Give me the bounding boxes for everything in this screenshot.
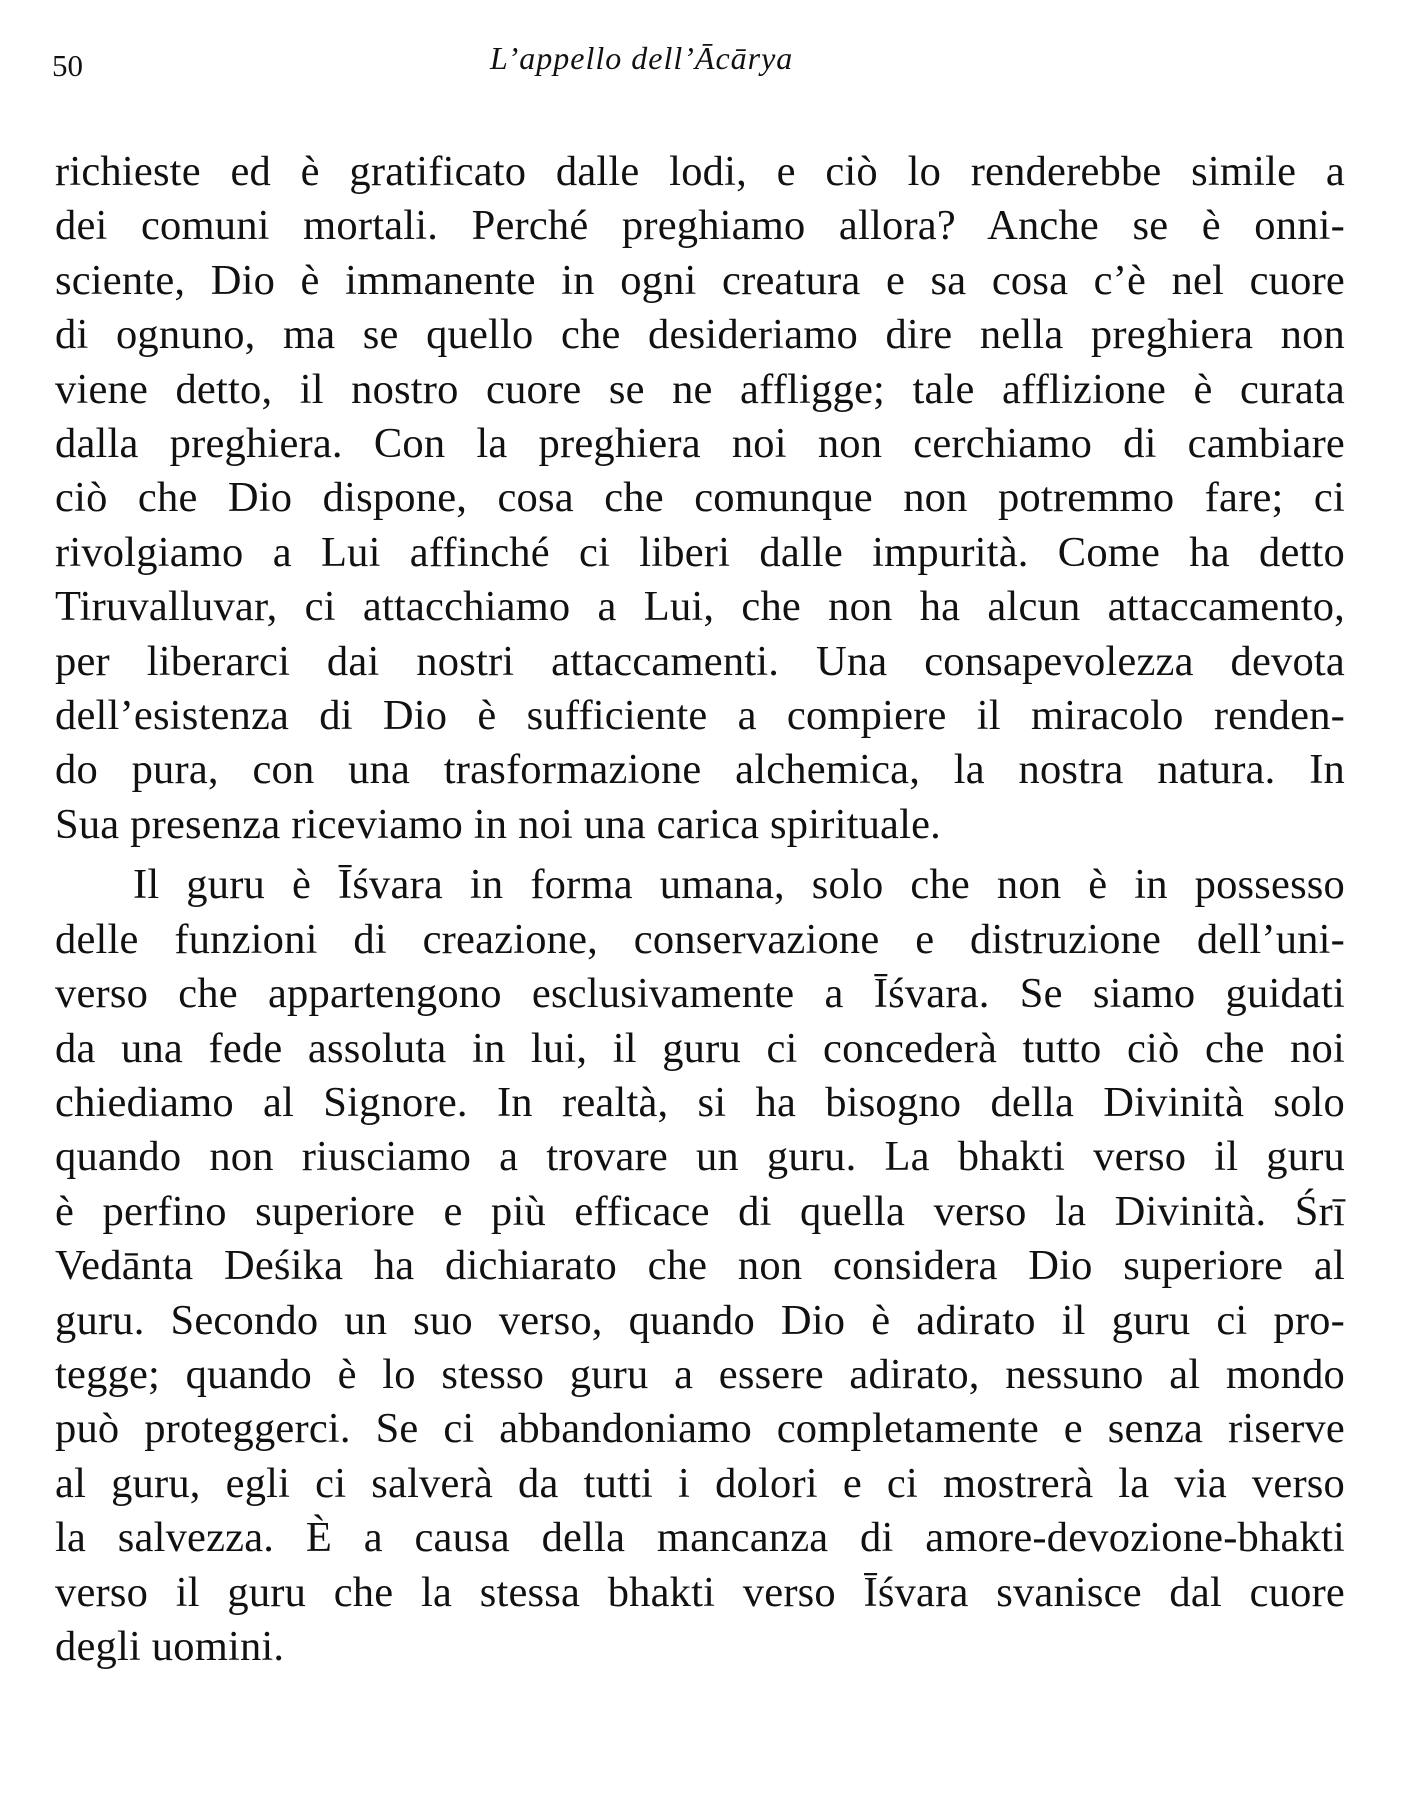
- paragraph-1: [55, 145, 1345, 852]
- text-line: per liberarci dai nostri attaccamenti. Una consapevolezza devota: [55, 637, 1345, 685]
- text-line: degli uomini.: [55, 1622, 285, 1670]
- text-line: sciente, Dio è immanente in ogni creatura e sa cosa c’è nel cuore: [55, 256, 1345, 304]
- text-line: dei comuni mortali. Perché preghiamo allora? Anche se è onni-: [55, 202, 1345, 250]
- text-line: Sua presenza riceviamo in noi una carica spirituale.: [55, 800, 942, 848]
- text-line: do pura, con una trasformazione alchemica, la nostra natura. In: [55, 746, 1345, 794]
- text-line: Il guru è Īśvara in forma umana, solo che non è in possesso: [133, 861, 1345, 909]
- text-line: delle funzioni di creazione, conservazione e distruzione dell’uni-: [55, 915, 1345, 963]
- text-line: verso che appartengono esclusivamente a Īśvara. Se siamo guidati: [55, 970, 1345, 1018]
- text-line: chiediamo al Signore. In realtà, si ha bisogno della Divinità solo: [55, 1078, 1345, 1126]
- text-line: dell’esistenza di Dio è sufficiente a compiere il miracolo renden-: [55, 692, 1345, 740]
- page-header: [52, 38, 1334, 86]
- text-line: Tiruvalluvar, ci attacchiamo a Lui, che non ha alcun attaccamento,: [55, 583, 1345, 631]
- text-line: ciò che Dio dispone, cosa che comunque non potremmo fare; ci: [55, 474, 1345, 522]
- text-line: rivolgiamo a Lui affinché ci liberi dalle impurità. Come ha detto: [55, 528, 1345, 576]
- text-line: guru. Secondo un suo verso, quando Dio è adirato il guru ci pro-: [55, 1296, 1345, 1344]
- text-line: la salvezza. È a causa della mancanza di amore-devozione-bhakti: [55, 1514, 1345, 1562]
- text-line: richieste ed è gratificato dalle lodi, e ciò lo renderebbe simile a: [55, 148, 1345, 195]
- text-line: viene detto, il nostro cuore se ne affligge; tale afflizione è curata: [55, 365, 1345, 413]
- page-number: 50: [52, 48, 83, 83]
- text-line: può proteggerci. Se ci abbandoniamo completamente e senza riserve: [55, 1405, 1345, 1453]
- text-line: tegge; quando è lo stesso guru a essere adirato, nessuno al mondo: [55, 1350, 1345, 1398]
- text-line: verso il guru che la stessa bhakti verso Īśvara svanisce dal cuore: [55, 1568, 1345, 1616]
- text-line: Vedānta Deśika ha dichiarato che non considera Dio superiore al: [55, 1242, 1345, 1290]
- text-line: quando non riusciamo a trovare un guru. La bhakti verso il guru: [55, 1133, 1345, 1181]
- text-line: da una fede assoluta in lui, il guru ci concederà tutto ciò che noi: [55, 1024, 1345, 1072]
- text-line: al guru, egli ci salverà da tutti i dolori e ci mostrerà la via verso: [55, 1459, 1345, 1507]
- text-line: di ognuno, ma se quello che desideriamo dire nella preghiera non: [55, 311, 1345, 359]
- paragraph-2: [55, 858, 1345, 1674]
- text-line: è perfino superiore e più efficace di quella verso la Divinità. Śrī: [55, 1187, 1345, 1235]
- body-text: [55, 145, 1345, 1674]
- text-line: dalla preghiera. Con la preghiera noi non cerchiamo di cambiare: [55, 420, 1345, 468]
- running-title: L’appello dell’Ācārya: [490, 40, 794, 76]
